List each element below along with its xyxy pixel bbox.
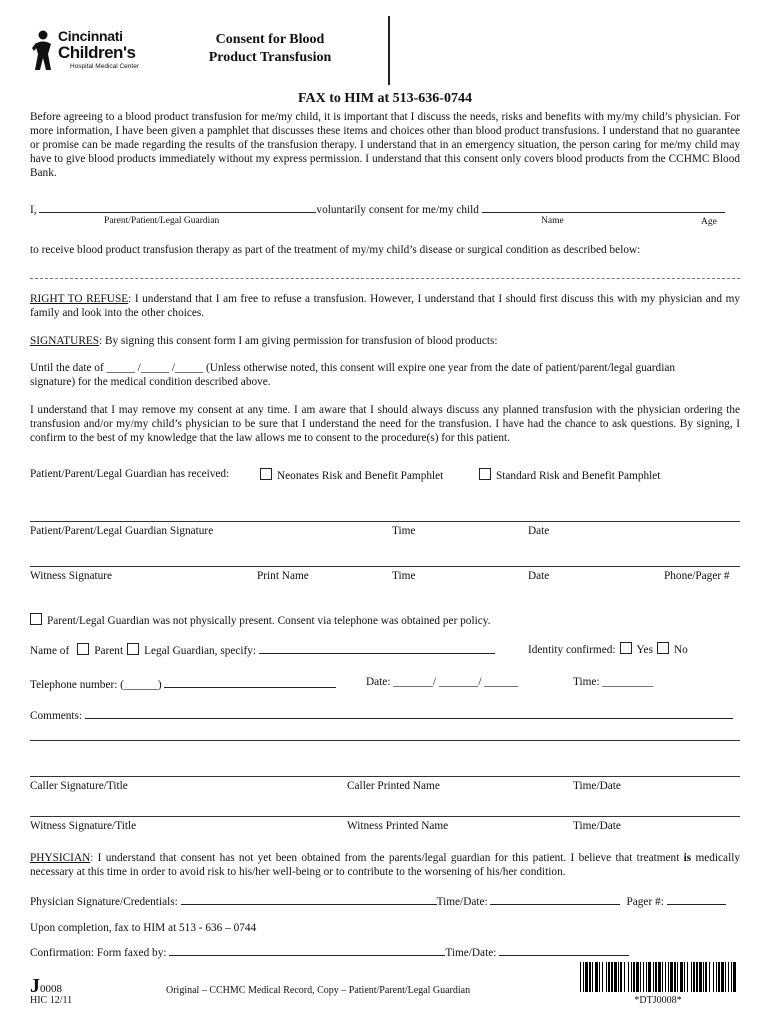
barcode-bar: [668, 962, 669, 992]
completion-fax-text: Upon completion, fax to HIM at 513 - 636 – 0744: [30, 922, 257, 934]
identity-confirmed: [528, 642, 688, 656]
until-date-text-a: Until the date of _____ /_____ /_____ (Unless otherwise noted, this consent will expire one year from the date of patient/parent/legal guardian: [30, 362, 676, 374]
physician-label: PHYSICIAN: [30, 852, 91, 864]
distribution-note: Original – CCHMC Medical Record, Copy – Patient/Parent/Legal Guardian: [166, 985, 471, 996]
phone-date-field[interactable]: Date: _______/ _______/ ______: [366, 676, 519, 688]
phone-pager-label: Phone/Pager #: [664, 570, 730, 582]
barcode-bar: [633, 962, 635, 992]
barcode-bar: [721, 962, 724, 992]
barcode-icon: [578, 962, 738, 992]
barcode-bar: [655, 962, 657, 992]
confirmation-time-date-field[interactable]: [499, 944, 629, 956]
intro-paragraph: Before agreeing to a blood product transfusion for me/my child, it is important that I discuss the needs, risks and benefits with my/my child’s physician. For more information, I have been given a pamphlet that discusses these items and choices other than blood product transfusions. I understand that no guarantee or promise can be made regarding the results of the transfusion therapy. I understand that in an emergency situation, the person caring for me/my child may have to give blood products immediately without my express permission. I understand that this consent only covers blood products from the CCHMC Blood Bank.: [30, 111, 740, 179]
physician-time-date-field[interactable]: [490, 893, 620, 905]
barcode-bar: [589, 962, 591, 992]
physician-colon-text: : I understand that consent has not yet been obtained from the parents/legal guardian for this patient. I believe that treatment: [90, 852, 684, 864]
physician-is: is: [683, 852, 692, 864]
barcode-bar: [705, 962, 707, 992]
physician-time-date-label: Time/Date:: [436, 896, 491, 908]
consent-prefix: I,: [30, 204, 40, 216]
barcode-bar: [713, 962, 714, 992]
sig2-date-label: Date: [528, 570, 550, 582]
guardian-signature-label: Patient/Parent/Legal Guardian Signature: [30, 525, 214, 537]
barcode-bar: [628, 962, 629, 992]
comments-line-2[interactable]: [30, 740, 740, 741]
barcode-bar: [585, 962, 588, 992]
logo-line2: Children's: [58, 43, 136, 62]
identity-yes-checkbox[interactable]: [620, 642, 632, 654]
confirmation-row: [30, 944, 629, 959]
confirmation-label: Confirmation: Form faxed by:: [30, 947, 170, 959]
barcode-bar: [709, 962, 710, 992]
barcode-bar: [696, 962, 698, 992]
witness2-printed-label: Witness Printed Name: [347, 820, 449, 832]
legal-guardian-checkbox[interactable]: [127, 643, 139, 655]
hic-version: HIC 12/11: [30, 995, 73, 1006]
barcode-bar: [640, 962, 641, 992]
signatures-text: : By signing this consent form I am giving permission for transfusion of blood products:: [99, 335, 498, 347]
not-present-checkbox[interactable]: [30, 613, 42, 625]
fax-heading: FAX to HIM at 513-636-0744: [298, 91, 472, 106]
witness2-time-date-label: Time/Date: [573, 820, 621, 832]
logo-line3: Hospital Medical Center: [70, 63, 140, 70]
physician-pager-label: Pager #:: [626, 896, 667, 908]
child-figure-icon: [32, 30, 54, 72]
barcode-bar: [653, 962, 654, 992]
caption-guardian: Parent/Patient/Legal Guardian: [104, 216, 220, 226]
form-title: [195, 31, 345, 67]
barcode-bar: [716, 962, 717, 992]
signatures-intro: [30, 335, 498, 347]
barcode-bar: [677, 962, 678, 992]
barcode-bar: [680, 962, 683, 992]
guardian-name-field[interactable]: [39, 201, 316, 213]
standard-label: Standard Risk and Benefit Pamphlet: [496, 470, 661, 482]
barcode-bar: [718, 962, 720, 992]
barcode-bar: [703, 962, 704, 992]
identity-yes-label: Yes: [636, 644, 653, 656]
right-to-refuse: [30, 292, 740, 320]
form-digits: 0008: [40, 983, 62, 995]
child-name-field[interactable]: [482, 201, 725, 213]
parent-checkbox[interactable]: [77, 643, 89, 655]
specify-field[interactable]: [259, 642, 495, 654]
physician-signature-row: [30, 893, 726, 908]
comments-row: [30, 707, 733, 722]
neonates-pamphlet-option[interactable]: [260, 468, 443, 482]
confirmation-time-date-label: Time/Date:: [445, 947, 500, 959]
barcode-bar: [602, 962, 603, 992]
signatures-label: SIGNATURES: [30, 335, 100, 347]
phone-time-field[interactable]: Time: _________: [573, 676, 654, 688]
physician-sig-field[interactable]: [181, 893, 437, 905]
sig1-date-label: Date: [528, 525, 550, 537]
comments-label: Comments:: [30, 710, 85, 722]
barcode-bar: [580, 962, 581, 992]
barcode-bar: [670, 962, 673, 992]
standard-pamphlet-option[interactable]: [479, 468, 660, 482]
barcode-bar: [592, 962, 593, 992]
barcode-bar: [624, 962, 625, 992]
title-line2: Product Transfusion: [208, 50, 332, 65]
identity-no-checkbox[interactable]: [657, 642, 669, 654]
receive-text: to receive blood product transfusion therapy as part of the treatment of my/my child’s disease or surgical condition as described below:: [30, 244, 641, 256]
barcode-bar: [620, 962, 622, 992]
guardian-signature-line[interactable]: [30, 521, 740, 522]
caller-signature-line[interactable]: [30, 776, 740, 777]
sig2-time-label: Time: [392, 570, 416, 582]
barcode-bar: [611, 962, 613, 992]
caller-printed-label: Caller Printed Name: [347, 780, 440, 792]
until-date-text-b: signature) for the medical condition described above.: [30, 376, 271, 388]
consent-line: [30, 201, 725, 216]
barcode-bar: [658, 962, 661, 992]
not-present-label: Parent/Legal Guardian was not physically present. Consent via telephone was obtained per policy.: [47, 615, 491, 627]
caption-name: Name: [541, 216, 564, 226]
barcode-bar: [693, 962, 695, 992]
neonates-checkbox[interactable]: [260, 468, 272, 480]
barcode-bar: [665, 962, 666, 992]
right-to-refuse-label: RIGHT TO REFUSE: [30, 293, 129, 305]
caller-time-date-label: Time/Date: [573, 780, 621, 792]
title-line1: Consent for Blood: [215, 32, 325, 47]
logo-line1: Cincinnati: [58, 28, 123, 44]
witness2-signature-line[interactable]: [30, 816, 740, 817]
print-name-label: Print Name: [257, 570, 309, 582]
caption-age: Age: [701, 217, 717, 227]
barcode-bar: [595, 962, 598, 992]
name-of-row: [30, 642, 495, 657]
telephone-row: [30, 676, 336, 691]
telephone-label: Telephone number: (______): [30, 679, 165, 691]
standard-checkbox[interactable]: [479, 468, 491, 480]
barcode-bar: [643, 962, 644, 992]
physician-sig-label: Physician Signature/Credentials:: [30, 896, 181, 908]
barcode-bar: [614, 962, 617, 992]
physician-text-b: medically necessary at this time in order to avoid risk to his/her well-being or to contribute to the worsening of his/her condition.: [30, 852, 740, 878]
barcode-bar: [646, 962, 647, 992]
barcode-bar: [608, 962, 610, 992]
barcode-bar: [662, 962, 663, 992]
right-to-refuse-text: : I understand that I am free to refuse a transfusion. However, I understand that I should first discuss this with my physician and my family and look into the other choices.: [30, 293, 741, 319]
barcode-text: *DTJ0008*: [634, 995, 682, 1006]
barcode-bar: [599, 962, 600, 992]
barcode-bar: [674, 962, 676, 992]
barcode-bar: [699, 962, 702, 992]
name-of-label: Name of: [30, 645, 70, 657]
remove-consent-paragraph: I understand that I may remove my consent at any time. I am aware that I should always discuss any planned transfusion with the physician ordering the transfusion and/or my/my child’s physician to be sure that I understand the need for the transfusion. I have had the chance to ask questions. By signing, I confirm to the best of my knowledge that the law allows me to consent to the procedure(s) for this patient.: [30, 404, 740, 444]
identity-no-label: No: [673, 644, 688, 656]
header-divider: [388, 16, 390, 85]
witness-signature-label: Witness Signature: [30, 570, 113, 582]
parent-label: Parent: [94, 645, 124, 657]
neonates-label: Neonates Risk and Benefit Pamphlet: [277, 470, 444, 482]
witness-signature-line[interactable]: [30, 566, 740, 567]
barcode-bar: [687, 962, 688, 992]
barcode-bar: [728, 962, 729, 992]
barcode-bar: [606, 962, 607, 992]
sig1-time-label: Time: [392, 525, 416, 537]
barcode-bar: [725, 962, 726, 992]
barcode-bar: [648, 962, 651, 992]
barcode-bar: [691, 962, 692, 992]
barcode-bar: [631, 962, 632, 992]
comments-field[interactable]: [85, 707, 733, 719]
form-letter: J: [30, 975, 40, 997]
received-label: Patient/Parent/Legal Guardian has received:: [30, 468, 230, 480]
physician-paragraph: [30, 851, 740, 879]
telephone-field[interactable]: [164, 676, 336, 688]
barcode-bar: [618, 962, 619, 992]
barcode-bar: [583, 962, 584, 992]
witness2-signature-label: Witness Signature/Title: [30, 820, 137, 832]
identity-label: Identity confirmed:: [528, 644, 616, 656]
barcode-bar: [636, 962, 639, 992]
barcode-bar: [733, 962, 736, 992]
physician-pager-field[interactable]: [667, 893, 726, 905]
section-separator: [30, 278, 740, 279]
caller-signature-label: Caller Signature/Title: [30, 780, 128, 792]
consent-middle: voluntarily consent for me/my child: [316, 204, 482, 216]
faxed-by-field[interactable]: [169, 944, 445, 956]
not-present-option[interactable]: [30, 613, 491, 627]
barcode-bar: [684, 962, 685, 992]
barcode-bar: [731, 962, 732, 992]
legal-guardian-label: Legal Guardian, specify:: [144, 645, 259, 657]
